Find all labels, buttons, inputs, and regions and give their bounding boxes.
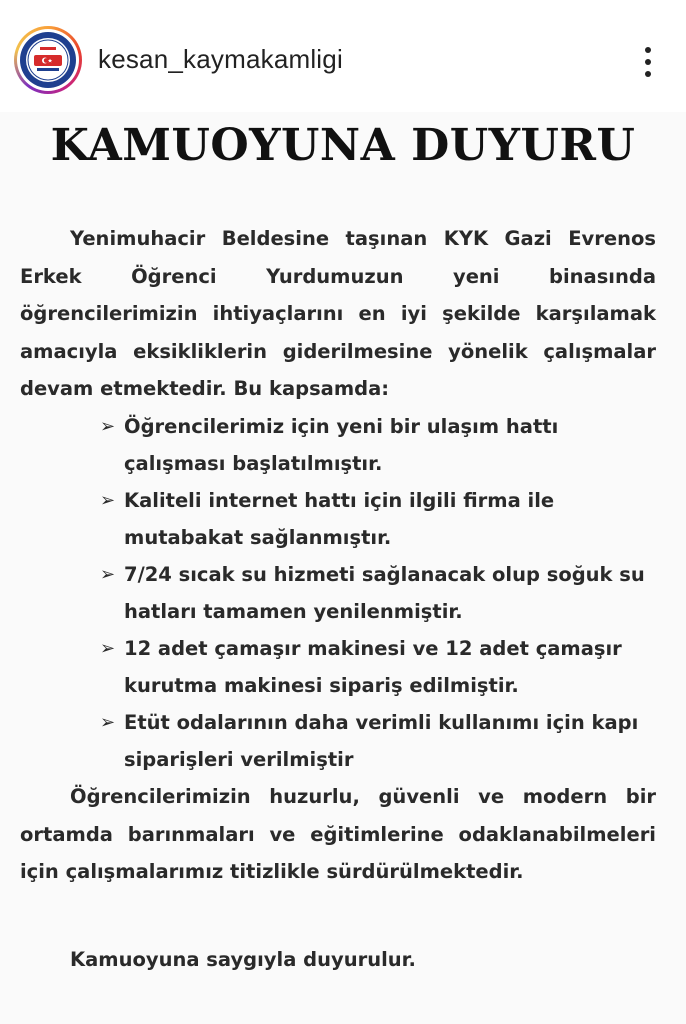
arrow-bullet-icon: ➢ xyxy=(100,712,116,733)
more-dot xyxy=(645,59,651,65)
arrow-bullet-icon: ➢ xyxy=(100,564,116,585)
list-item-text: Kaliteli internet hattı için ilgili firma ile mutabakat sağlanmıştır. xyxy=(124,489,555,549)
list-item xyxy=(100,704,660,778)
arrow-bullet-icon: ➢ xyxy=(100,416,116,437)
list-item-text: Öğrencilerimiz için yeni bir ulaşım hattı çalışması başlatılmıştır. xyxy=(124,415,559,475)
list-item xyxy=(100,408,660,482)
post-header xyxy=(0,0,686,112)
list-item xyxy=(100,630,660,704)
intro-text: Yenimuhacir Beldesine taşınan KYK Gazi Evrenos Erkek Öğrenci Yurdumuzun yeni binasında öğrencilerimizin ihtiyaçlarını en iyi şekilde karşılamak amacıyla eksikliklerin giderilmesine yönelik çalışmalar devam etmektedir. Bu kapsamda: xyxy=(20,227,656,400)
post-image xyxy=(0,112,686,1024)
closing-line xyxy=(20,941,656,979)
measures-list xyxy=(100,408,660,778)
kesan-kaymakamligi-seal-icon xyxy=(19,31,77,89)
conclusion-paragraph xyxy=(20,778,656,891)
closing-text: Kamuoyuna saygıyla duyurulur. xyxy=(70,948,416,971)
arrow-bullet-icon: ➢ xyxy=(100,490,116,511)
list-item-text: 7/24 sıcak su hizmeti sağlanacak olup soğuk su hatları tamamen yenilenmiştir. xyxy=(124,563,645,623)
list-item xyxy=(100,556,660,630)
account-username[interactable]: kesan_kaymakamligi xyxy=(98,44,343,74)
more-dot xyxy=(645,71,651,77)
more-dot xyxy=(645,47,651,53)
avatar-image xyxy=(17,29,79,91)
conclusion-text: Öğrencilerimizin huzurlu, güvenli ve modern bir ortamda barınmaları ve eğitimlerine odaklanabilmeleri için çalışmalarımız titizlikle sürdürülmektedir. xyxy=(20,785,656,883)
list-item xyxy=(100,482,660,556)
announcement-headline: KAMUOYUNA DUYURU xyxy=(50,120,636,171)
more-vertical-icon[interactable] xyxy=(630,42,666,82)
list-item-text: Etüt odalarının daha verimli kullanımı için kapı siparişleri verilmiştir xyxy=(124,711,639,771)
profile-avatar[interactable] xyxy=(14,26,82,94)
list-item-text: 12 adet çamaşır makinesi ve 12 adet çamaşır kurutma makinesi sipariş edilmiştir. xyxy=(124,637,622,697)
intro-paragraph xyxy=(20,220,656,408)
arrow-bullet-icon: ➢ xyxy=(100,638,116,659)
